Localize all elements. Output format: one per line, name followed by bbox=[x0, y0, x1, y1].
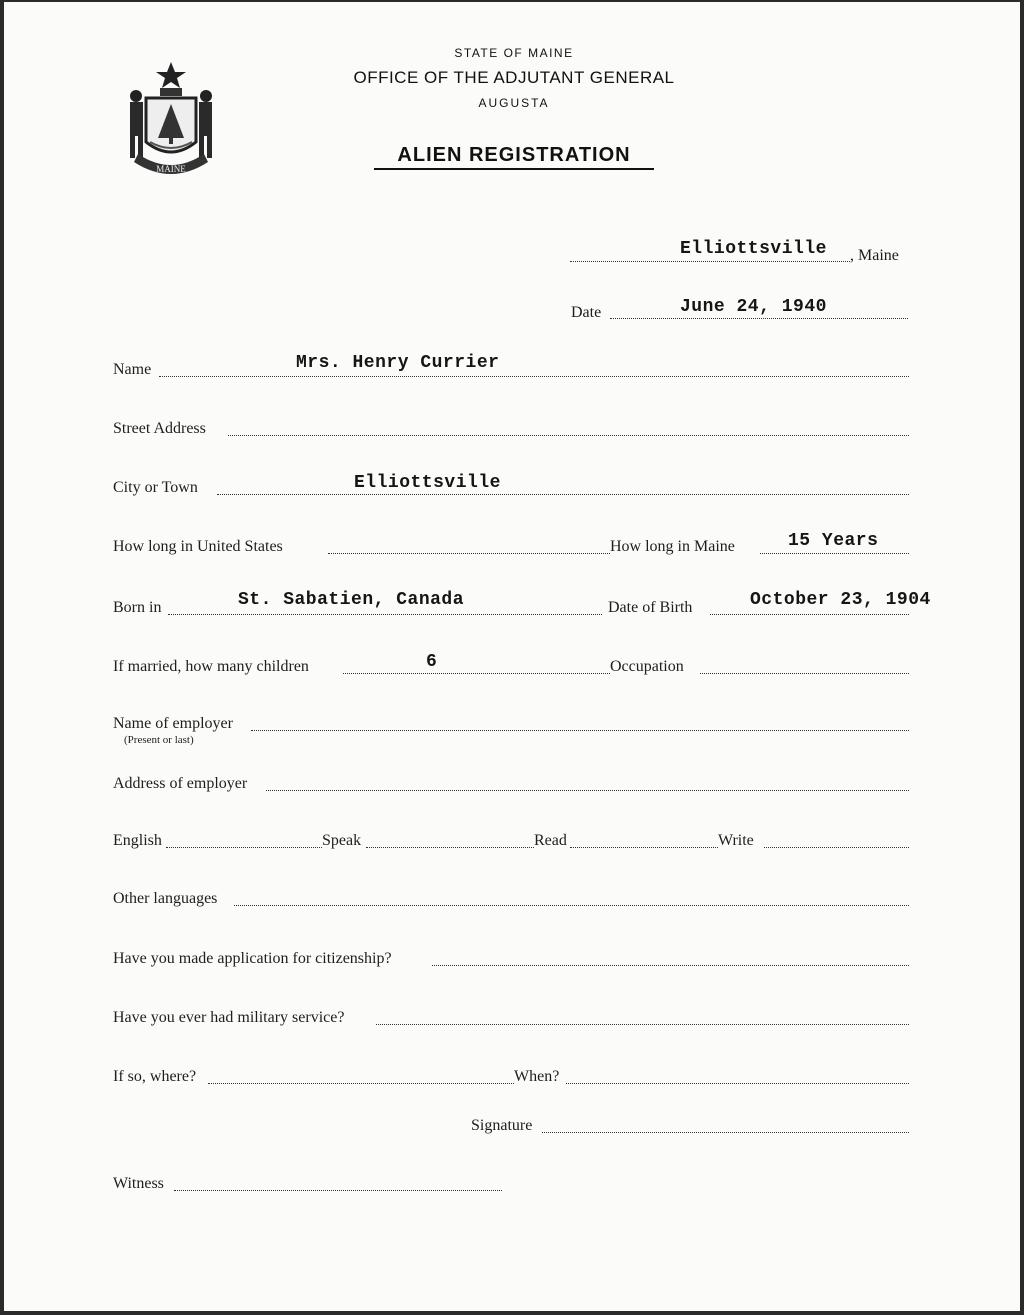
city-line bbox=[217, 494, 909, 495]
date-label: Date bbox=[571, 304, 602, 321]
seal-motto-text: MAINE bbox=[156, 164, 186, 174]
street-line bbox=[228, 435, 909, 436]
dob-value: October 23, 1904 bbox=[750, 590, 931, 610]
english-line bbox=[166, 847, 322, 848]
maine-duration-value: 15 Years bbox=[788, 531, 879, 551]
town-suffix-label: , Maine bbox=[850, 247, 899, 264]
when-label: When? bbox=[514, 1068, 560, 1085]
where-line bbox=[208, 1083, 514, 1084]
occupation-label: Occupation bbox=[610, 658, 684, 675]
maine-duration-label: How long in Maine bbox=[610, 538, 735, 555]
born-line bbox=[168, 614, 602, 615]
read-line bbox=[570, 847, 718, 848]
street-label: Street Address bbox=[113, 420, 206, 437]
date-value: June 24, 1940 bbox=[680, 297, 827, 317]
when-line bbox=[566, 1083, 909, 1084]
occupation-line bbox=[700, 673, 909, 674]
state-heading: STATE OF MAINE bbox=[454, 46, 574, 60]
name-label: Name bbox=[113, 361, 152, 378]
employer-address-label: Address of employer bbox=[113, 775, 248, 792]
other-languages-line bbox=[234, 905, 909, 906]
dob-label: Date of Birth bbox=[608, 599, 693, 616]
children-label: If married, how many children bbox=[113, 658, 309, 675]
other-languages-label: Other languages bbox=[113, 890, 218, 907]
citizenship-label: Have you made application for citizenship? bbox=[113, 950, 392, 967]
employer-label: Name of employer bbox=[113, 715, 233, 732]
citizenship-line bbox=[432, 965, 909, 966]
city-heading: AUGUSTA bbox=[478, 96, 550, 110]
speak-label: Speak bbox=[322, 832, 362, 849]
military-line bbox=[376, 1024, 909, 1025]
city-value: Elliottsville bbox=[354, 473, 501, 493]
speak-line bbox=[366, 847, 534, 848]
form-title: ALIEN REGISTRATION bbox=[374, 144, 654, 170]
city-label: City or Town bbox=[113, 479, 198, 496]
employer-address-line bbox=[266, 790, 909, 791]
english-label: English bbox=[113, 832, 162, 849]
witness-line bbox=[174, 1190, 502, 1191]
children-line bbox=[343, 673, 610, 674]
maine-state-seal bbox=[116, 58, 226, 188]
us-duration-line bbox=[328, 553, 610, 554]
write-label: Write bbox=[718, 832, 754, 849]
signature-line bbox=[542, 1132, 909, 1133]
write-line bbox=[764, 847, 909, 848]
date-line bbox=[610, 318, 908, 319]
signature-label: Signature bbox=[471, 1117, 533, 1134]
born-value: St. Sabatien, Canada bbox=[238, 590, 465, 610]
office-heading: OFFICE OF THE ADJUTANT GENERAL bbox=[353, 68, 675, 87]
witness-label: Witness bbox=[113, 1175, 164, 1192]
town-line bbox=[570, 261, 850, 262]
where-label: If so, where? bbox=[113, 1068, 197, 1085]
read-label: Read bbox=[534, 832, 567, 849]
children-value: 6 bbox=[426, 652, 438, 672]
maine-duration-line bbox=[760, 553, 909, 554]
employer-sublabel: (Present or last) bbox=[124, 734, 194, 746]
employer-line bbox=[251, 730, 909, 731]
us-duration-label: How long in United States bbox=[113, 538, 283, 555]
registration-form-page bbox=[4, 2, 1020, 1311]
born-label: Born in bbox=[113, 599, 162, 616]
name-line bbox=[159, 376, 909, 377]
military-label: Have you ever had military service? bbox=[113, 1009, 345, 1026]
name-value: Mrs. Henry Currier bbox=[296, 353, 500, 373]
dob-line bbox=[710, 614, 909, 615]
town-value: Elliottsville bbox=[680, 239, 827, 259]
